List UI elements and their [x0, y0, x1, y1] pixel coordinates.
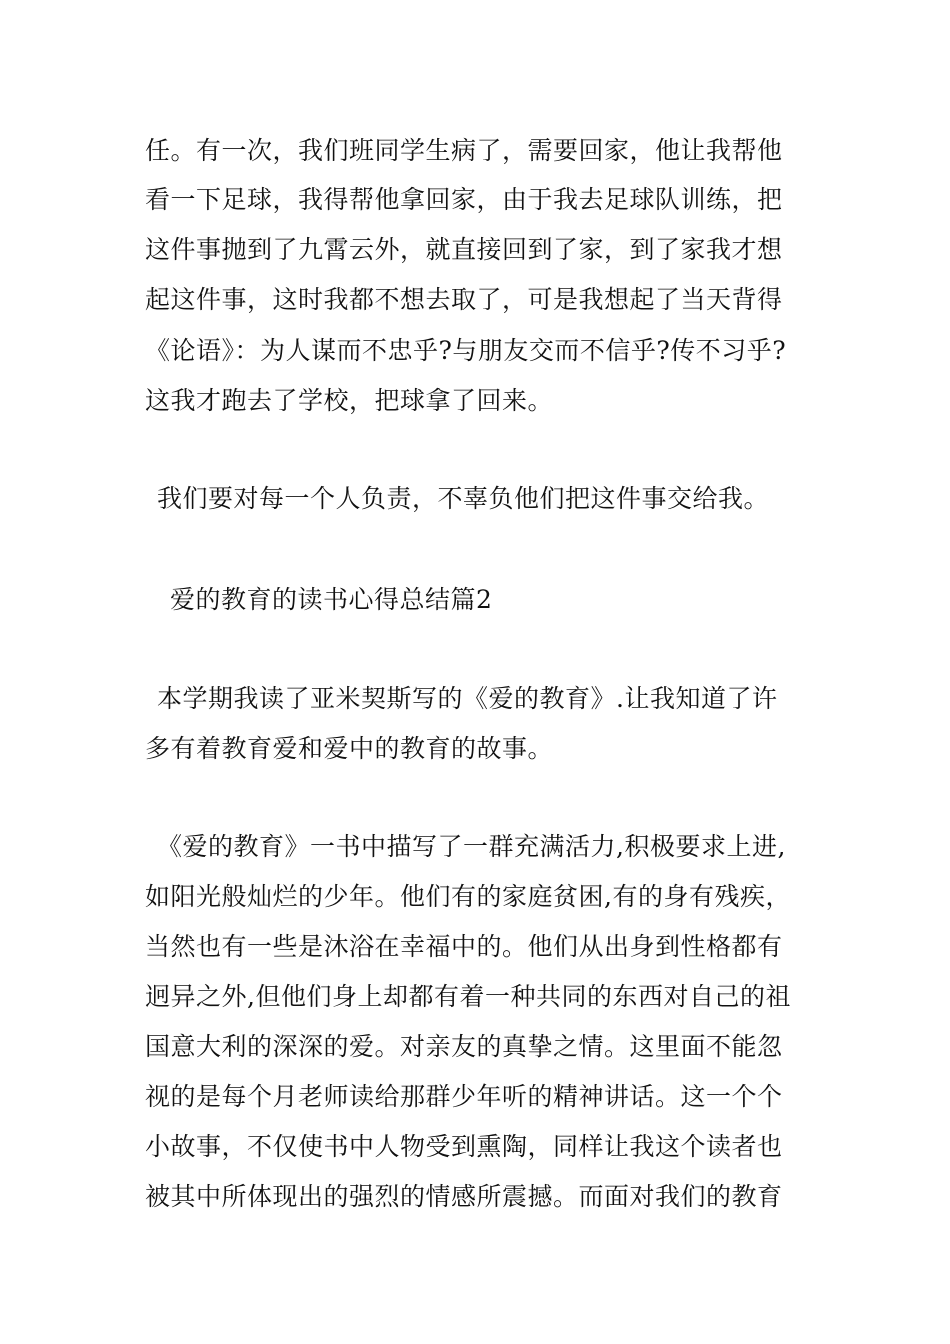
- paragraph-4-line-4: 迥异之外,但他们身上却都有着一种共同的东西对自己的祖: [145, 982, 791, 1011]
- paragraph-2-line-1: 我们要对每一个人负责，不辜负他们把这件事交给我。: [157, 484, 770, 513]
- paragraph-1-line-5: 《论语》：为人谋而不忠乎?与朋友交而不信乎?传不习乎?: [145, 336, 787, 365]
- paragraph-4-line-8: 被其中所体现出的强烈的情感所震撼。而面对我们的教育: [145, 1182, 783, 1211]
- paragraph-1-line-1: 任。有一次，我们班同学生病了，需要回家，他让我帮他: [145, 136, 783, 165]
- paragraph-4-line-5: 国意大利的深深的爱。对亲友的真挚之情。这里面不能忽: [145, 1032, 783, 1061]
- paragraph-3-line-2: 多有着教育爱和爱中的教育的故事。: [145, 734, 554, 763]
- section-heading: 爱的教育的读书心得总结篇2: [170, 585, 493, 614]
- paragraph-1-line-4: 起这件事，这时我都不想去取了，可是我想起了当天背得: [145, 285, 783, 314]
- paragraph-4-line-2: 如阳光般灿烂的少年。他们有的家庭贫困,有的身有残疾，: [145, 882, 791, 911]
- paragraph-4-line-3: 当然也有一些是沐浴在幸福中的。他们从出身到性格都有: [145, 932, 783, 961]
- paragraph-4-line-6: 视的是每个月老师读给那群少年听的精神讲话。这一个个: [145, 1082, 783, 1111]
- paragraph-1-line-6: 这我才跑去了学校，把球拿了回来。: [145, 386, 554, 415]
- paragraph-3-line-1: 本学期我读了亚米契斯写的《爱的教育》.让我知道了许: [157, 684, 778, 713]
- paragraph-4-line-1: 《爱的教育》一书中描写了一群充满活力,积极要求上进,: [157, 832, 786, 861]
- paragraph-1-line-2: 看一下足球，我得帮他拿回家，由于我去足球队训练，把: [145, 185, 783, 214]
- paragraph-1-line-3: 这件事抛到了九霄云外，就直接回到了家，到了家我才想: [145, 235, 783, 264]
- paragraph-4-line-7: 小故事，不仅使书中人物受到熏陶，同样让我这个读者也: [145, 1132, 783, 1161]
